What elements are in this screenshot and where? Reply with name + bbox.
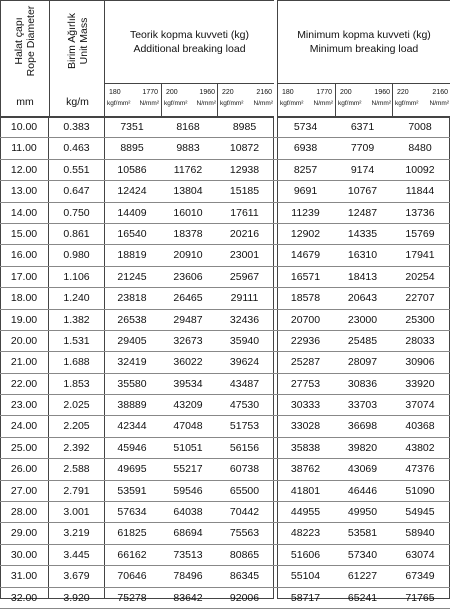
table-cell: 0.861 — [63, 227, 90, 240]
table-cell: 37074 — [405, 399, 435, 412]
table-cell: 61227 — [347, 570, 378, 583]
table-cell: 9883 — [176, 142, 200, 155]
table-cell: 53591 — [117, 484, 147, 497]
table-cell: 60738 — [229, 463, 260, 476]
table-cell: 54945 — [405, 506, 435, 519]
table-row — [0, 160, 450, 181]
table-cell: 12938 — [229, 163, 260, 176]
table-cell: 1.106 — [63, 270, 90, 283]
table-cell: 21245 — [117, 270, 147, 283]
table-row — [0, 181, 450, 202]
table-cell: 21.00 — [10, 356, 38, 369]
table-row — [0, 331, 450, 352]
table-cell: 30.00 — [10, 548, 38, 561]
table-cell: 36698 — [347, 420, 378, 433]
table-cell: 3.219 — [63, 527, 90, 540]
table-cell: 30836 — [347, 377, 378, 390]
table-row — [0, 203, 450, 224]
table-cell: 33028 — [290, 420, 321, 433]
table-cell: 56156 — [229, 441, 260, 454]
theoretical-load-title: Teorik kopma kuvveti (kg) Additional breaking load — [129, 29, 250, 55]
grade-cell: 180 1770 kgf/mm² N/mm² — [107, 89, 159, 107]
table-cell: 8257 — [293, 163, 318, 176]
table-cell: 16310 — [347, 249, 378, 262]
grade-cell: 200 1960 kgf/mm² N/mm² — [161, 84, 218, 117]
table-cell: 47530 — [229, 399, 260, 412]
table-cell: 10.00 — [10, 121, 38, 133]
table-cell: 61825 — [117, 527, 147, 540]
table-cell: 8985 — [232, 121, 257, 133]
table-cell: 75278 — [117, 591, 147, 604]
unit-mass-label: Birim Ağırlık Unit Mass — [65, 12, 90, 70]
table-cell: 16.00 — [10, 249, 38, 262]
table-cell: 3.679 — [63, 570, 90, 583]
table-cell: 25.00 — [10, 441, 38, 454]
table-cell: 11844 — [405, 185, 435, 198]
table-cell: 49950 — [347, 506, 378, 519]
table-cell: 64038 — [173, 506, 203, 519]
table-cell: 26538 — [117, 313, 147, 326]
table-cell: 0.750 — [63, 206, 90, 219]
table-cell: 20643 — [347, 292, 378, 305]
table-cell: 0.980 — [63, 249, 90, 262]
table-cell: 32419 — [117, 356, 147, 369]
table-cell: 43487 — [229, 377, 260, 390]
table-cell: 43069 — [347, 463, 378, 476]
table-cell: 2.205 — [63, 420, 90, 433]
table-cell: 18819 — [117, 249, 147, 262]
table-cell: 63074 — [405, 548, 435, 561]
table-cell: 18413 — [347, 270, 378, 283]
table-cell: 7709 — [350, 142, 375, 155]
table-cell: 25287 — [290, 356, 321, 369]
table-cell: 80865 — [229, 548, 260, 561]
table-cell: 73513 — [173, 548, 203, 561]
table-row — [0, 588, 450, 609]
table-cell: 14.00 — [10, 206, 38, 219]
table-cell: 16010 — [173, 206, 203, 219]
table-cell: 39624 — [229, 356, 260, 369]
table-row — [0, 374, 450, 395]
table-cell: 23000 — [347, 313, 378, 326]
table-cell: 75563 — [229, 527, 260, 540]
table-row — [0, 502, 450, 523]
table-row — [0, 545, 450, 566]
table-cell: 29487 — [173, 313, 203, 326]
table-cell: 51051 — [173, 441, 203, 454]
theoretical-load-header — [104, 0, 274, 117]
rope-diameter-label: Halat çapı Rope Diameter — [13, 5, 37, 77]
table-cell: 18.00 — [10, 292, 38, 305]
unit-mass-unit: kg/m — [66, 96, 89, 108]
table-cell: 3.001 — [63, 506, 90, 519]
table-cell: 12902 — [290, 227, 321, 240]
table-cell: 23818 — [117, 292, 147, 305]
table-cell: 1.531 — [63, 334, 90, 347]
table-cell: 0.647 — [63, 185, 90, 198]
table-row — [0, 224, 450, 245]
table-cell: 10586 — [117, 163, 147, 176]
table-cell: 68694 — [173, 527, 203, 540]
table-cell: 20.00 — [10, 334, 38, 347]
table-cell: 16571 — [290, 270, 321, 283]
table-cell: 43802 — [405, 441, 435, 454]
table-cell: 70442 — [229, 506, 260, 519]
table-cell: 26465 — [173, 292, 203, 305]
table-cell: 20910 — [173, 249, 203, 262]
table-cell: 1.382 — [63, 313, 90, 326]
theoretical-grade-row — [105, 83, 274, 117]
table-cell: 23001 — [229, 249, 260, 262]
table-cell: 11239 — [291, 206, 320, 219]
table-cell: 28097 — [347, 356, 378, 369]
table-cell: 16540 — [117, 227, 147, 240]
table-cell: 51606 — [290, 548, 321, 561]
table-row — [0, 245, 450, 266]
table-cell: 1.240 — [63, 292, 90, 305]
table-cell: 0.463 — [63, 142, 90, 155]
header-left-block — [0, 0, 105, 117]
table-cell: 66162 — [117, 548, 147, 561]
minimum-load-title: Minimum kopma kuvveti (kg) Minimum breaking load — [297, 29, 431, 55]
table-cell: 2.392 — [63, 441, 90, 454]
unit-mass-header — [50, 1, 105, 116]
table-cell: 10767 — [347, 185, 378, 198]
table-cell: 20216 — [229, 227, 260, 240]
table-cell: 18378 — [173, 227, 203, 240]
table-cell: 65500 — [229, 484, 260, 497]
table-cell: 33920 — [405, 377, 435, 390]
table-cell: 24.00 — [10, 420, 38, 433]
table-cell: 92006 — [229, 591, 260, 604]
rope-diameter-header — [1, 1, 49, 116]
table-cell: 39820 — [347, 441, 378, 454]
table-row — [0, 288, 450, 309]
table-cell: 17941 — [405, 249, 435, 262]
table-cell: 58717 — [290, 591, 321, 604]
table-cell: 51090 — [405, 484, 435, 497]
rope-diameter-unit: mm — [16, 96, 34, 108]
table-cell: 71765 — [405, 591, 435, 604]
table-cell: 39534 — [173, 377, 203, 390]
table-cell: 67349 — [405, 570, 435, 583]
table-cell: 30906 — [405, 356, 435, 369]
table-cell: 6371 — [350, 121, 375, 133]
table-cell: 0.383 — [63, 121, 90, 133]
table-cell: 44955 — [290, 506, 321, 519]
table-cell: 35580 — [117, 377, 147, 390]
table-cell: 78496 — [173, 570, 203, 583]
table-cell: 35838 — [290, 441, 321, 454]
table-cell: 29405 — [117, 334, 147, 347]
table-cell: 2.791 — [63, 484, 90, 497]
table-cell: 29.00 — [10, 527, 38, 540]
table-cell: 5734 — [293, 121, 318, 133]
table-cell: 57634 — [117, 506, 147, 519]
table-cell: 8168 — [176, 121, 200, 133]
table-cell: 9691 — [293, 185, 318, 198]
table-cell: 20700 — [290, 313, 321, 326]
table-cell: 1.688 — [63, 356, 90, 369]
table-cell: 2.588 — [63, 463, 90, 476]
table-cell: 58940 — [405, 527, 435, 540]
table-cell: 83642 — [173, 591, 203, 604]
table-cell: 7351 — [120, 121, 144, 133]
table-cell: 12487 — [347, 206, 378, 219]
table-cell: 14409 — [117, 206, 147, 219]
grade-cell: 200 1960 kgf/mm² N/mm² — [335, 84, 393, 117]
table-cell: 8480 — [408, 142, 432, 155]
table-cell: 2.025 — [63, 399, 90, 412]
table-row — [0, 459, 450, 480]
table-cell: 32436 — [229, 313, 260, 326]
table-cell: 47376 — [405, 463, 435, 476]
table-row — [0, 566, 450, 587]
table-cell: 27753 — [290, 377, 321, 390]
breaking-load-table-body — [0, 117, 450, 609]
table-cell: 6938 — [293, 142, 318, 155]
table-cell: 25967 — [229, 270, 260, 283]
table-cell: 57340 — [347, 548, 378, 561]
table-cell: 65241 — [347, 591, 378, 604]
table-cell: 36022 — [173, 356, 203, 369]
table-cell: 53581 — [347, 527, 378, 540]
table-cell: 15769 — [405, 227, 435, 240]
table-cell: 9174 — [350, 163, 375, 176]
table-cell: 15.00 — [10, 227, 38, 240]
table-cell: 41801 — [290, 484, 321, 497]
table-cell: 8895 — [120, 142, 144, 155]
table-cell: 30333 — [290, 399, 321, 412]
minimum-load-header — [277, 0, 450, 117]
table-row — [0, 267, 450, 288]
table-cell: 12.00 — [10, 163, 38, 176]
table-cell: 55104 — [290, 570, 321, 583]
grade-cell: 180 1770 kgf/mm² N/mm² — [280, 89, 333, 107]
table-cell: 26.00 — [10, 463, 38, 476]
table-cell: 17.00 — [10, 270, 38, 283]
table-cell: 59546 — [173, 484, 203, 497]
table-row — [0, 523, 450, 544]
table-cell: 28.00 — [10, 506, 38, 519]
table-cell: 13804 — [173, 185, 203, 198]
table-cell: 23606 — [173, 270, 203, 283]
table-cell: 10872 — [229, 142, 260, 155]
table-row — [0, 395, 450, 416]
table-cell: 35940 — [229, 334, 260, 347]
table-cell: 3.920 — [63, 591, 90, 604]
table-cell: 22.00 — [10, 377, 38, 390]
table-cell: 13736 — [405, 206, 435, 219]
table-row — [0, 138, 450, 159]
table-cell: 51753 — [229, 420, 260, 433]
table-cell: 7008 — [408, 121, 432, 133]
table-cell: 47048 — [173, 420, 203, 433]
table-row — [0, 310, 450, 331]
table-cell: 20254 — [405, 270, 435, 283]
table-cell: 42344 — [117, 420, 147, 433]
grade-cell: 220 2160 kgf/mm² N/mm² — [217, 84, 275, 117]
table-cell: 18578 — [290, 292, 321, 305]
table-cell: 32.00 — [10, 591, 38, 604]
table-cell: 25485 — [347, 334, 378, 347]
table-cell: 46446 — [347, 484, 378, 497]
table-cell: 32673 — [173, 334, 203, 347]
table-row — [0, 438, 450, 459]
table-cell: 55217 — [173, 463, 203, 476]
table-cell: 70646 — [117, 570, 147, 583]
table-cell: 10092 — [405, 163, 435, 176]
table-cell: 27.00 — [10, 484, 38, 497]
table-cell: 48223 — [290, 527, 321, 540]
table-cell: 14335 — [347, 227, 378, 240]
table-cell: 19.00 — [10, 313, 38, 326]
table-cell: 38889 — [117, 399, 147, 412]
table-cell: 15185 — [229, 185, 260, 198]
table-row — [0, 416, 450, 437]
table-cell: 23.00 — [10, 399, 38, 412]
minimum-grade-row — [278, 83, 450, 117]
table-cell: 12424 — [117, 185, 147, 198]
table-cell: 45946 — [117, 441, 147, 454]
table-cell: 14679 — [290, 249, 321, 262]
table-cell: 3.445 — [63, 548, 90, 561]
table-cell: 28033 — [405, 334, 435, 347]
table-row — [0, 117, 450, 138]
table-cell: 22707 — [405, 292, 435, 305]
table-cell: 1.853 — [63, 377, 90, 390]
table-cell: 22936 — [290, 334, 321, 347]
table-cell: 0.551 — [63, 163, 90, 176]
grade-cell: 220 2160 kgf/mm² N/mm² — [392, 84, 450, 117]
table-cell: 17611 — [230, 206, 259, 219]
table-cell: 40368 — [405, 420, 435, 433]
table-cell: 43209 — [173, 399, 203, 412]
table-cell: 33703 — [347, 399, 378, 412]
table-cell: 86345 — [229, 570, 260, 583]
table-row — [0, 481, 450, 502]
table-cell: 11762 — [173, 163, 203, 176]
table-cell: 11.00 — [11, 142, 37, 155]
table-cell: 49695 — [117, 463, 147, 476]
table-cell: 29111 — [230, 292, 259, 305]
table-row — [0, 352, 450, 373]
table-cell: 25300 — [405, 313, 435, 326]
table-cell: 31.00 — [10, 570, 38, 583]
table-cell: 13.00 — [10, 185, 38, 198]
table-cell: 38762 — [290, 463, 321, 476]
